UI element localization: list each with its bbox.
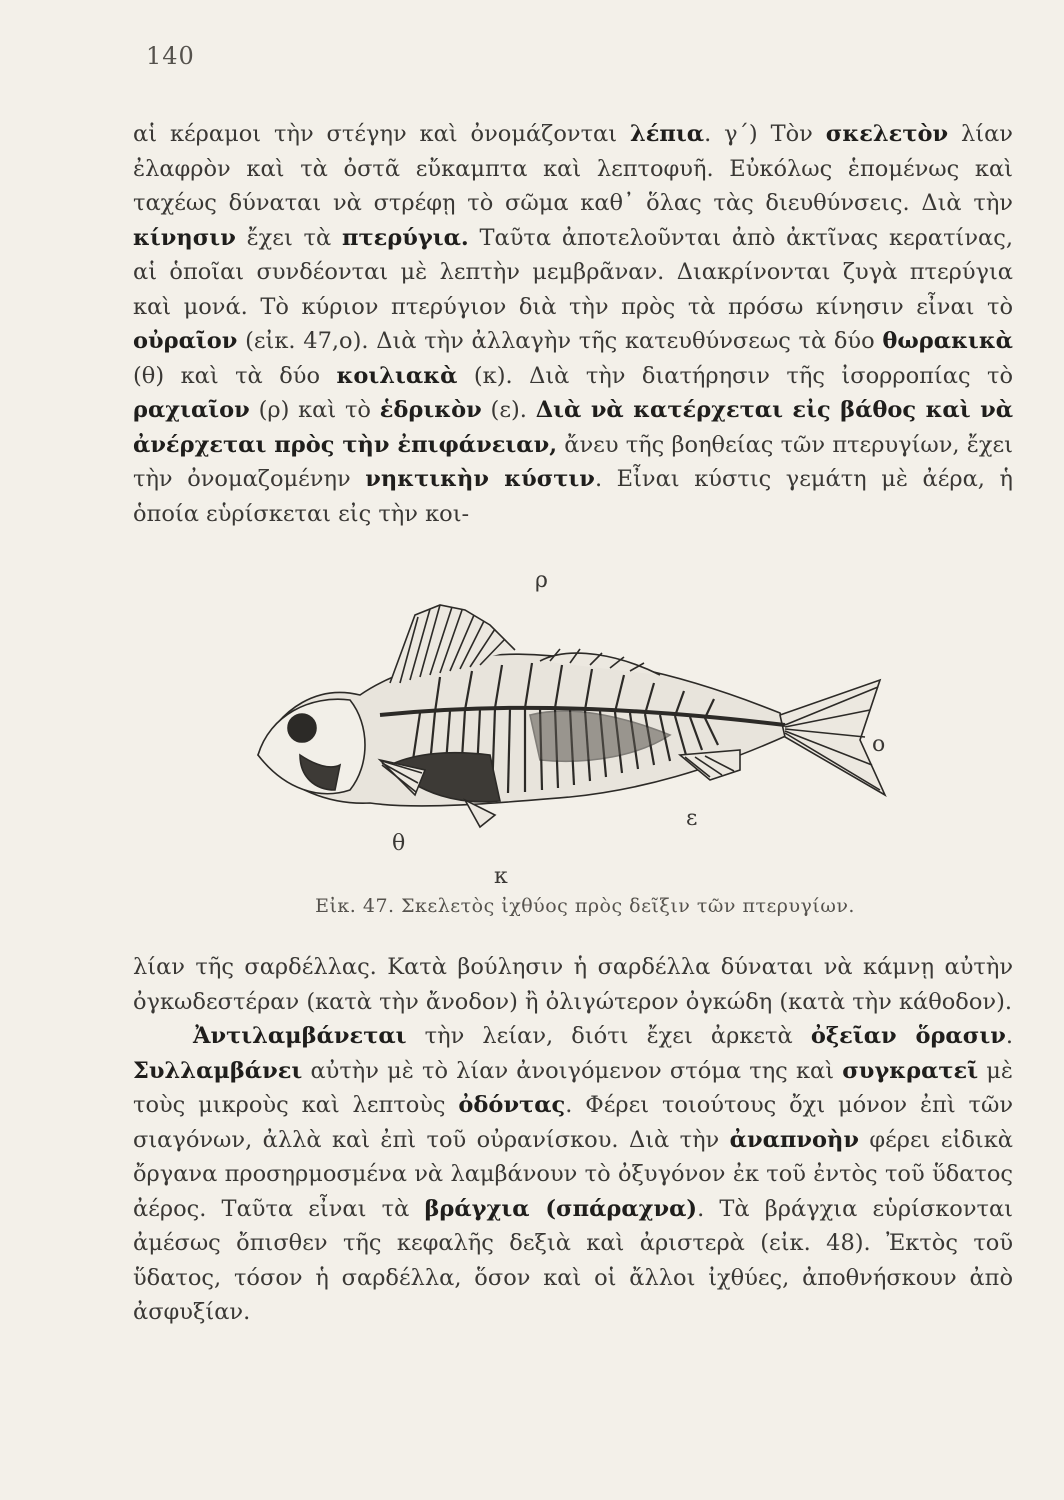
label-epsilon: ε	[686, 806, 698, 831]
page-number: 140	[146, 42, 195, 70]
label-omicron: ο	[872, 732, 886, 757]
fish-skeleton-figure	[240, 565, 920, 895]
bottom-text-block	[133, 950, 1013, 1330]
figure-caption: Εἰκ. 47. Σκελετὸς ἰχθύος πρὸς δεῖξιν τῶν πτερυγίων.	[315, 895, 855, 917]
fish-skeleton-illustration	[240, 565, 920, 895]
paragraph-sardine: λίαν τῆς σαρδέλλας. Κατὰ βούλησιν ἡ σαρδέλλα δύναται νὰ κάμνῃ αὐτὴν ὀγκωδεστέραν (κατὰ τὴν ἄνοδον) ἢ ὀλιγώτερον ὀγκώδη (κατὰ τὴν κάθοδον).	[133, 954, 1013, 1015]
label-rho: ρ	[535, 568, 548, 593]
label-kappa: κ	[494, 864, 508, 889]
top-text-block	[133, 117, 1013, 531]
label-theta: θ	[392, 831, 406, 856]
paragraph-perception: Ἀντιλαμβάνεται τὴν λείαν, διότι ἔχει ἀρκετὰ ὀξεῖαν ὅρασιν. Συλλαμβάνει αὐτὴν μὲ τὸ λίαν ἀνοιγόμενον στόμα της καὶ συγκρατεῖ μὲ τοὺς μικροὺς καὶ λεπτοὺς ὀδόντας. Φέρει τοιούτους ὄχι μόνον ἐπὶ τῶν σιαγόνων, ἀλλὰ καὶ ἐπὶ τοῦ οὐρανίσκου. Διὰ τὴν ἀναπνοὴν φέρει εἰδικὰ ὄργανα προσηρμοσμένα νὰ λαμβάνουν τὸ ὀξυγόνον ἐκ τοῦ ἐντὸς τοῦ ὕδατος ἀέρος. Ταῦτα εἶναι τὰ βράγχια (σπάραχνα). Τὰ βράγχια εὑρίσκονται ἀμέσως ὄπισθεν τῆς κεφαλῆς δεξιὰ καὶ ἀριστερὰ (εἰκ. 48). Ἐκτὸς τοῦ ὕδατος, τόσον ἡ σαρδέλλα, ὅσον καὶ οἱ ἄλλοι ἰχθύες, ἀποθνήσκουν ἀπὸ ἀσφυξίαν.	[133, 1023, 1014, 1325]
paragraph-skeleton: αἱ κέραμοι τὴν στέγην καὶ ὀνομάζονται λέπια. γ΄) Τὸν σκελετὸν λίαν ἐλαφρὸν καὶ τὰ ὀστᾶ εὔκαμπτα καὶ λεπτοφυῆ. Εὐκόλως ἑπομένως καὶ ταχέως δύναται νὰ στρέφῃ τὸ σῶμα καθ᾽ ὅλας τὰς διευθύνσεις. Διὰ τὴν κίνησιν ἔχει τὰ πτερύγια. Ταῦτα ἀποτελοῦνται ἀπὸ ἀκτῖνας κερατίνας, αἱ ὁποῖαι συνδέονται μὲ λεπτὴν μεμβρᾶναν. Διακρίνονται ζυγὰ πτερύγια καὶ μονά. Τὸ κύριον πτερύγιον διὰ τὴν πρὸς τὰ πρόσω κίνησιν εἶναι τὸ οὐραῖον (εἰκ. 47,ο). Διὰ τὴν ἀλλαγὴν τῆς κατευθύνσεως τὰ δύο θωρακικὰ (θ) καὶ τὰ δύο κοιλιακὰ (κ). Διὰ τὴν διατήρησιν τῆς ἰσορροπίας τὸ ραχιαῖον (ρ) καὶ τὸ ἑδρικὸν (ε). Διὰ νὰ κατέρχεται εἰς βάθος καὶ νὰ ἀνέρχεται πρὸς τὴν ἐπιφάνειαν, ἄνευ τῆς βοηθείας τῶν πτερυγίων, ἔχει τὴν ὀνομαζομένην νηκτικὴν κύστιν. Εἶναι κύστις γεμάτη μὲ ἀέρα, ἡ ὁποία εὑρίσκεται εἰς τὴν κοι-	[133, 121, 1014, 527]
